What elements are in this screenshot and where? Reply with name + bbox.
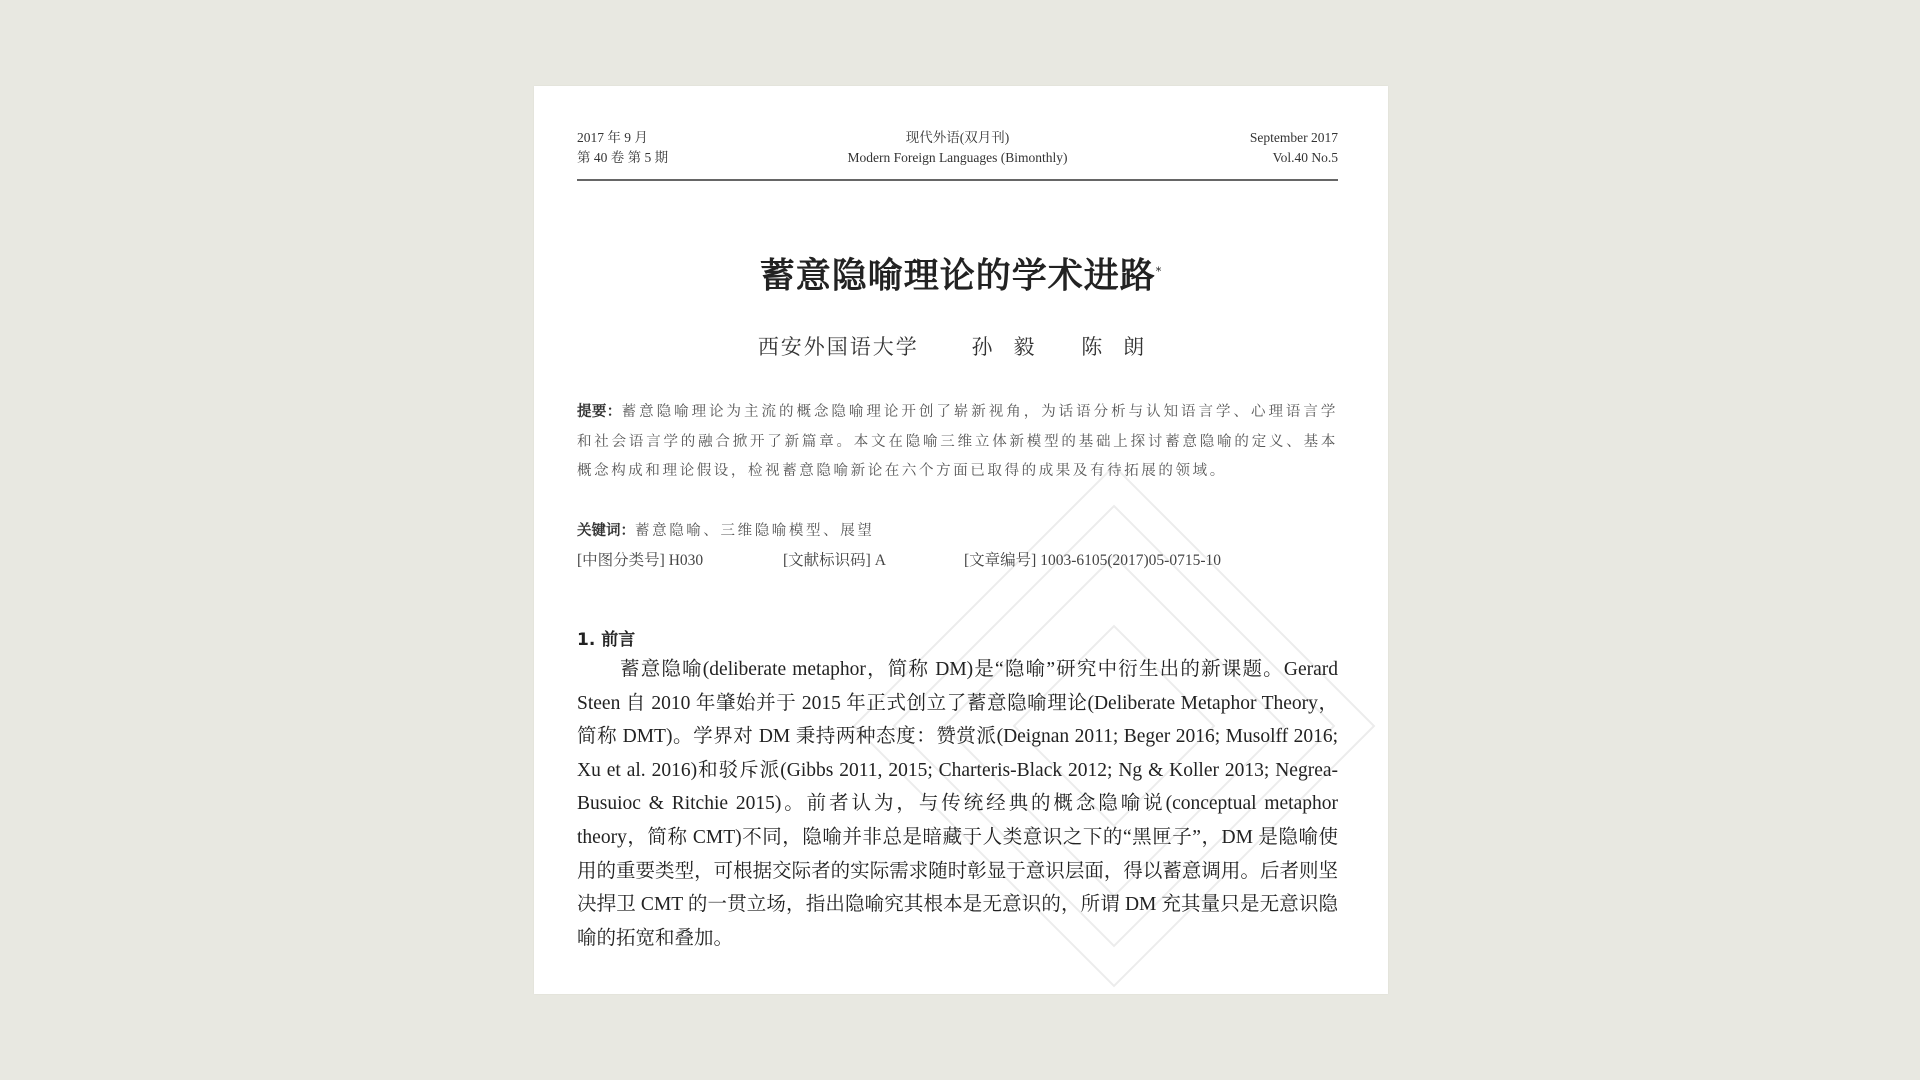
- header-volume-cn: 第 40 卷 第 5 期: [577, 150, 669, 165]
- header-volume-en: Vol.40 No.5: [1272, 150, 1338, 165]
- author-name: 孙 毅: [971, 335, 1035, 359]
- affiliation: 西安外国语大学: [757, 335, 919, 359]
- journal-name-en: Modern Foreign Languages (Bimonthly): [847, 150, 1068, 165]
- paper-title: [534, 248, 1388, 301]
- journal-name-cn: 现代外语(双月刊): [905, 130, 1010, 145]
- article-number: [文章编号] 1003-6105(2017)05-0715-10: [964, 552, 1222, 569]
- paper-title-text: 蓄意隐喻理论的学术进路: [759, 255, 1156, 297]
- author-name: 陈 朗: [1081, 335, 1145, 359]
- keywords-label: 关键词：: [577, 522, 635, 539]
- header-date-en: [1250, 128, 1338, 168]
- abstract-text: 蓄意隐喻理论为主流的概念隐喻理论开创了崭新视角，为话语分析与认知语言学、心理语言学和社会语言学的融合掀开了新篇章。本文在隐喻三维立体新模型的基础上探讨蓄意隐喻的定义、基本概念构成和理论假设，检视蓄意隐喻新论在六个方面已取得的成果及有待拓展的领域。: [577, 404, 1338, 479]
- header-month-en: September 2017: [1249, 130, 1338, 145]
- keywords-text: 蓄意隐喻、三维隐喻模型、展望: [635, 523, 875, 539]
- header-journal: [577, 128, 1338, 168]
- section-heading: 1. 前言: [577, 630, 636, 650]
- document-code: [文献标识码] A: [783, 552, 886, 569]
- keywords: [577, 516, 1338, 546]
- abstract-label: 提要：: [577, 403, 622, 420]
- document-page: [534, 86, 1388, 994]
- abstract: [577, 397, 1338, 487]
- clc-number: [中图分类号] H030: [577, 552, 704, 569]
- author-line: [534, 330, 1388, 364]
- header-divider: [577, 179, 1338, 181]
- body-paragraph: 蓄意隐喻(deliberate metaphor，简称 DM)是“隐喻”研究中衍生出的新课题。Gerard Steen 自 2010 年肇始并于 2015 年正式创立了蓄意隐喻理论(Deliberate Metaphor Theory，简称 DMT)。学界对 DM 秉持两种态度：赞赏派(Deignan 2011; Beger 2016; Musolff 2016; Xu et al. 2016)和驳斥派(Gibbs 2011, 2015; Charteris-Black 2012; Ng & Koller 2013; Negrea-Busuioc & Ritchie 2015)。前者认为，与传统经典的概念隐喻说(conceptual metaphor theory，简称 CMT)不同，隐喻并非总是暗藏于人类意识之下的“黑匣子”，DM 是隐喻使用的重要类型，可根据交际者的实际需求随时彰显于意识层面，得以蓄意调用。后者则坚决捍卫 CMT 的一贯立场，指出隐喻究其根本是无意识的，所谓 DM 充其量只是无意识隐喻的拓宽和叠加。: [577, 659, 1338, 949]
- running-header: [577, 128, 1338, 168]
- header-date: 2017 年 9 月: [577, 130, 648, 145]
- title-footnote-mark: *: [1155, 265, 1163, 278]
